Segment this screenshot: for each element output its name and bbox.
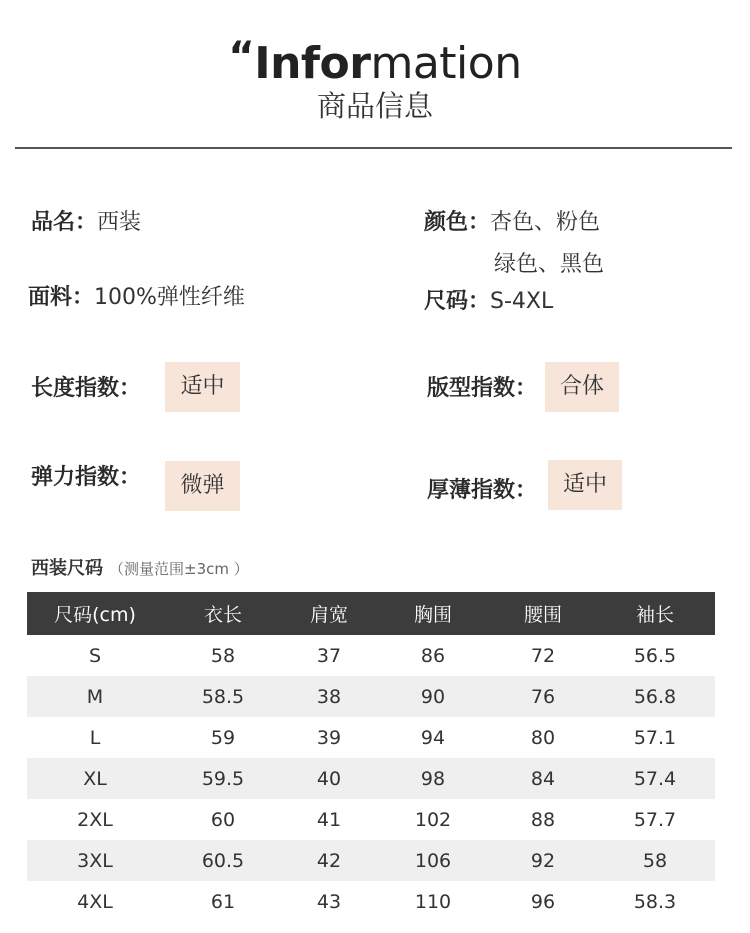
table-cell: 58	[642, 849, 668, 872]
thickness-index-label: 厚薄指数：	[427, 478, 538, 503]
title-bold-part: Infor	[254, 38, 371, 89]
table-cell: 58.3	[633, 890, 677, 913]
title-quote-mark: “	[228, 34, 255, 80]
length-index-tag: 适中	[165, 362, 240, 412]
table-cell: 38	[316, 685, 342, 708]
table-cell: 56.5	[633, 644, 677, 667]
table-row	[27, 881, 715, 922]
table-cell: 72	[530, 644, 556, 667]
fit-index-tag: 合体	[545, 362, 619, 412]
header-cell-sleeve: 袖长	[635, 604, 674, 626]
table-cell: 61	[210, 890, 236, 913]
table-cell: 58.5	[201, 685, 245, 708]
color-value-line1: 杏色、粉色	[490, 210, 601, 235]
fabric-value: 100%弹性纤维	[94, 285, 245, 310]
size-range-field	[424, 287, 553, 317]
thickness-index-tag: 适中	[548, 460, 622, 510]
table-cell: 84	[530, 767, 556, 790]
header-cell-waist: 腰围	[523, 604, 562, 626]
table-cell: 3XL	[77, 849, 113, 872]
table-cell: L	[89, 726, 101, 749]
table-cell: 57.7	[633, 808, 677, 831]
table-cell: 56.8	[633, 685, 677, 708]
table-cell: M	[86, 685, 104, 708]
table-cell: 92	[530, 849, 556, 872]
table-row	[27, 799, 715, 840]
elastic-index-label: 弹力指数：	[31, 465, 142, 490]
table-cell: 37	[316, 644, 342, 667]
table-cell: 40	[316, 767, 342, 790]
table-cell: 59.5	[201, 767, 245, 790]
color-label: 颜色：	[424, 210, 491, 235]
table-row	[27, 676, 715, 717]
table-cell: 58	[210, 644, 236, 667]
size-chart-title: 西装尺码	[31, 558, 103, 579]
color-value-line2: 绿色、黑色	[494, 252, 605, 277]
table-cell: 102	[414, 808, 452, 831]
table-cell: 90	[420, 685, 446, 708]
elastic-index-tag: 微弹	[165, 461, 240, 511]
table-cell: 80	[530, 726, 556, 749]
table-cell: XL	[83, 767, 107, 790]
size-range-value: S-4XL	[490, 289, 554, 314]
table-cell: 106	[414, 849, 452, 872]
table-cell: 42	[316, 849, 342, 872]
color-field-line2	[494, 250, 604, 280]
table-cell: 57.4	[633, 767, 677, 790]
product-name-field	[31, 208, 141, 238]
fit-index-label: 版型指数：	[427, 376, 538, 401]
elastic-index-field	[31, 463, 141, 493]
header-cell-length: 衣长	[203, 604, 242, 626]
size-range-label: 尺码：	[424, 289, 491, 314]
length-index-label: 长度指数：	[31, 376, 142, 401]
table-cell: 98	[420, 767, 446, 790]
header-divider	[15, 147, 732, 149]
table-cell: 41	[316, 808, 342, 831]
table-row	[27, 758, 715, 799]
size-chart-caption	[31, 555, 249, 583]
table-cell: S	[88, 644, 102, 667]
size-table-header	[27, 592, 715, 635]
table-cell: 60.5	[201, 849, 245, 872]
header-subtitle: 商品信息	[316, 89, 433, 123]
fit-index-field	[427, 374, 537, 404]
table-row	[27, 717, 715, 758]
table-cell: 2XL	[77, 808, 113, 831]
title-light-part: mation	[370, 38, 522, 89]
table-cell: 110	[414, 890, 452, 913]
product-name-label: 品名：	[31, 210, 98, 235]
length-index-field	[31, 374, 141, 404]
fabric-label: 面料：	[28, 285, 95, 310]
fabric-field	[28, 283, 245, 313]
header-cell-chest: 胸围	[413, 604, 452, 626]
thickness-index-field	[427, 476, 537, 506]
size-table	[27, 592, 715, 922]
table-cell: 60	[210, 808, 236, 831]
table-cell: 76	[530, 685, 556, 708]
table-row	[27, 840, 715, 881]
table-cell: 39	[316, 726, 342, 749]
table-cell: 96	[530, 890, 556, 913]
table-cell: 57.1	[633, 726, 677, 749]
product-name-value: 西装	[97, 210, 142, 235]
table-row	[27, 635, 715, 676]
table-cell: 59	[210, 726, 236, 749]
table-cell: 86	[420, 644, 446, 667]
table-cell: 94	[420, 726, 446, 749]
table-cell: 88	[530, 808, 556, 831]
table-cell: 43	[316, 890, 342, 913]
color-field	[424, 208, 600, 238]
table-cell: 4XL	[77, 890, 113, 913]
header-cell-size: 尺码(cm)	[54, 604, 136, 626]
size-chart-note: （测量范围±3cm ）	[109, 560, 249, 578]
header-title	[0, 30, 750, 91]
header-cell-shoulder: 肩宽	[309, 604, 348, 626]
